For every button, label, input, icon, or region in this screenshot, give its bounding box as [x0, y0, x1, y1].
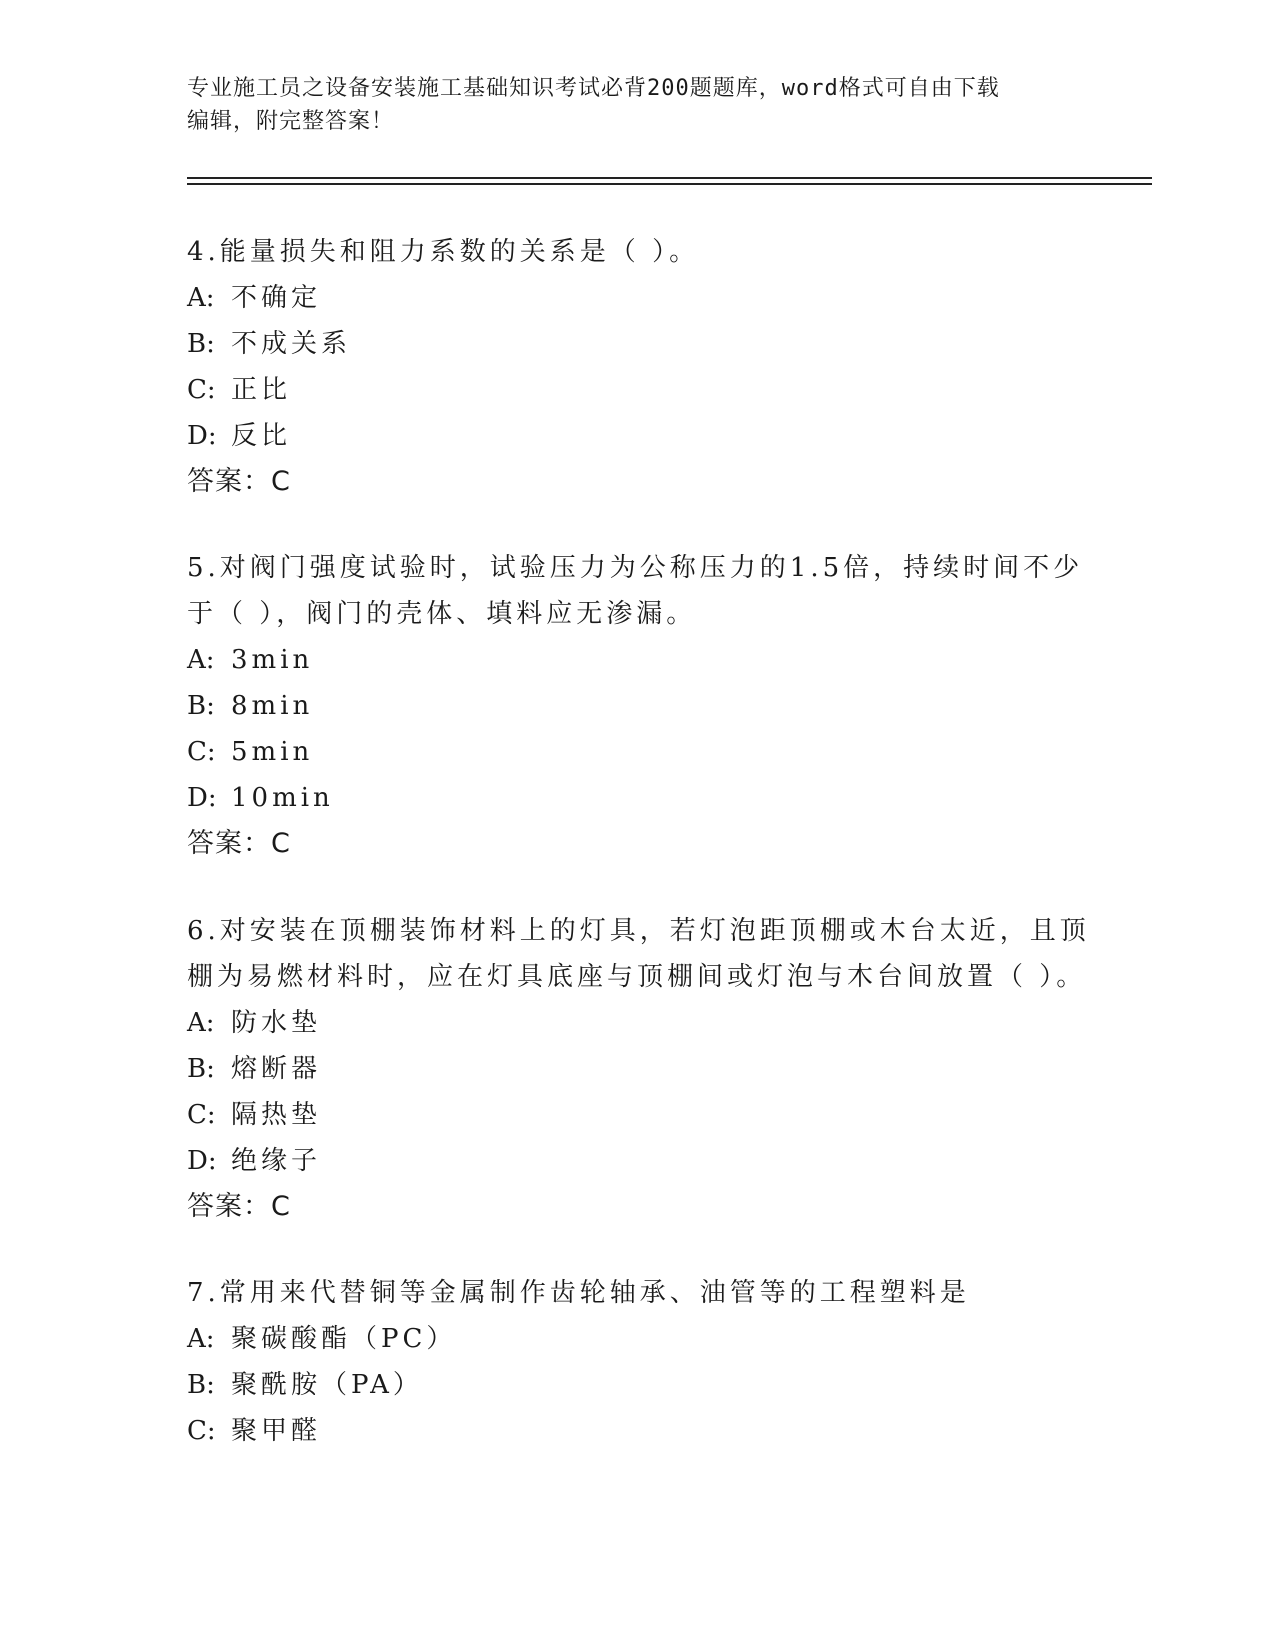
option-text: 不确定 — [231, 283, 322, 313]
question-text: 7.常用来代替铜等金属制作齿轮轴承、油管等的工程塑料是 — [187, 1278, 970, 1308]
option-text: 聚碳酸酯（PC） — [231, 1324, 457, 1354]
option-d — [187, 413, 1087, 459]
option-key: D: — [187, 783, 217, 813]
question-text: 5.对阀门强度试验时，试验压力为公称压力的1.5倍，持续时间不少 — [187, 553, 1084, 583]
header-divider-bottom — [187, 183, 1152, 185]
option-key: B: — [187, 1054, 215, 1084]
option-key: C: — [187, 1416, 216, 1446]
option-text: 防水垫 — [231, 1008, 322, 1038]
question-5 — [187, 545, 1087, 867]
option-c — [187, 1092, 1087, 1138]
option-key: C: — [187, 737, 216, 767]
header-line-1: 专业施工员之设备安装施工基础知识考试必背200题题库，word格式可自由下载 — [187, 76, 1000, 101]
option-key: B: — [187, 1370, 215, 1400]
option-key: A: — [187, 283, 215, 313]
option-text: 正比 — [231, 375, 292, 405]
option-c — [187, 729, 1087, 775]
option-key: C: — [187, 375, 216, 405]
option-text: 反比 — [231, 421, 292, 451]
option-d — [187, 1138, 1087, 1184]
answer: 答案：C — [187, 1191, 291, 1222]
answer: 答案：C — [187, 466, 291, 497]
question-6 — [187, 908, 1090, 1230]
option-text: 隔热垫 — [231, 1100, 322, 1130]
option-b — [187, 1046, 1087, 1092]
option-d — [187, 775, 1087, 821]
option-key: A: — [187, 1008, 215, 1038]
option-key: A: — [187, 645, 215, 675]
option-a — [187, 1000, 1087, 1046]
option-key: A: — [187, 1324, 215, 1354]
option-b — [187, 321, 1087, 367]
document-header — [187, 72, 1087, 138]
option-key: D: — [187, 1146, 217, 1176]
header-divider-top — [187, 177, 1152, 179]
option-text: 5min — [231, 737, 314, 767]
header-line-2: 编辑，附完整答案！ — [187, 109, 395, 134]
option-c — [187, 367, 1087, 413]
option-text: 聚甲醛 — [231, 1416, 322, 1446]
option-b — [187, 1362, 1087, 1408]
option-key: B: — [187, 691, 215, 721]
question-text: 4.能量损失和阻力系数的关系是（ ）。 — [187, 237, 700, 267]
answer: 答案：C — [187, 828, 291, 859]
option-a — [187, 275, 1087, 321]
option-text: 聚酰胺（PA） — [231, 1370, 423, 1400]
option-text: 不成关系 — [231, 329, 352, 359]
option-text: 3min — [231, 645, 314, 675]
option-key: C: — [187, 1100, 216, 1130]
option-key: B: — [187, 329, 215, 359]
option-text: 熔断器 — [231, 1054, 322, 1084]
option-text: 10min — [231, 783, 334, 813]
question-7 — [187, 1270, 1087, 1454]
option-c — [187, 1408, 1087, 1454]
question-4 — [187, 229, 1087, 505]
option-text: 8min — [231, 691, 314, 721]
question-text: 6.对安装在顶棚装饰材料上的灯具，若灯泡距顶棚或木台太近，且顶 — [187, 916, 1090, 946]
option-a — [187, 637, 1087, 683]
option-b — [187, 683, 1087, 729]
question-text-cont: 棚为易燃材料时，应在灯具底座与顶棚间或灯泡与木台间放置（ ）。 — [187, 962, 1087, 992]
option-key: D: — [187, 421, 217, 451]
option-a — [187, 1316, 1087, 1362]
option-text: 绝缘子 — [231, 1146, 322, 1176]
question-text-cont: 于（ ），阀门的壳体、填料应无渗漏。 — [187, 599, 697, 629]
